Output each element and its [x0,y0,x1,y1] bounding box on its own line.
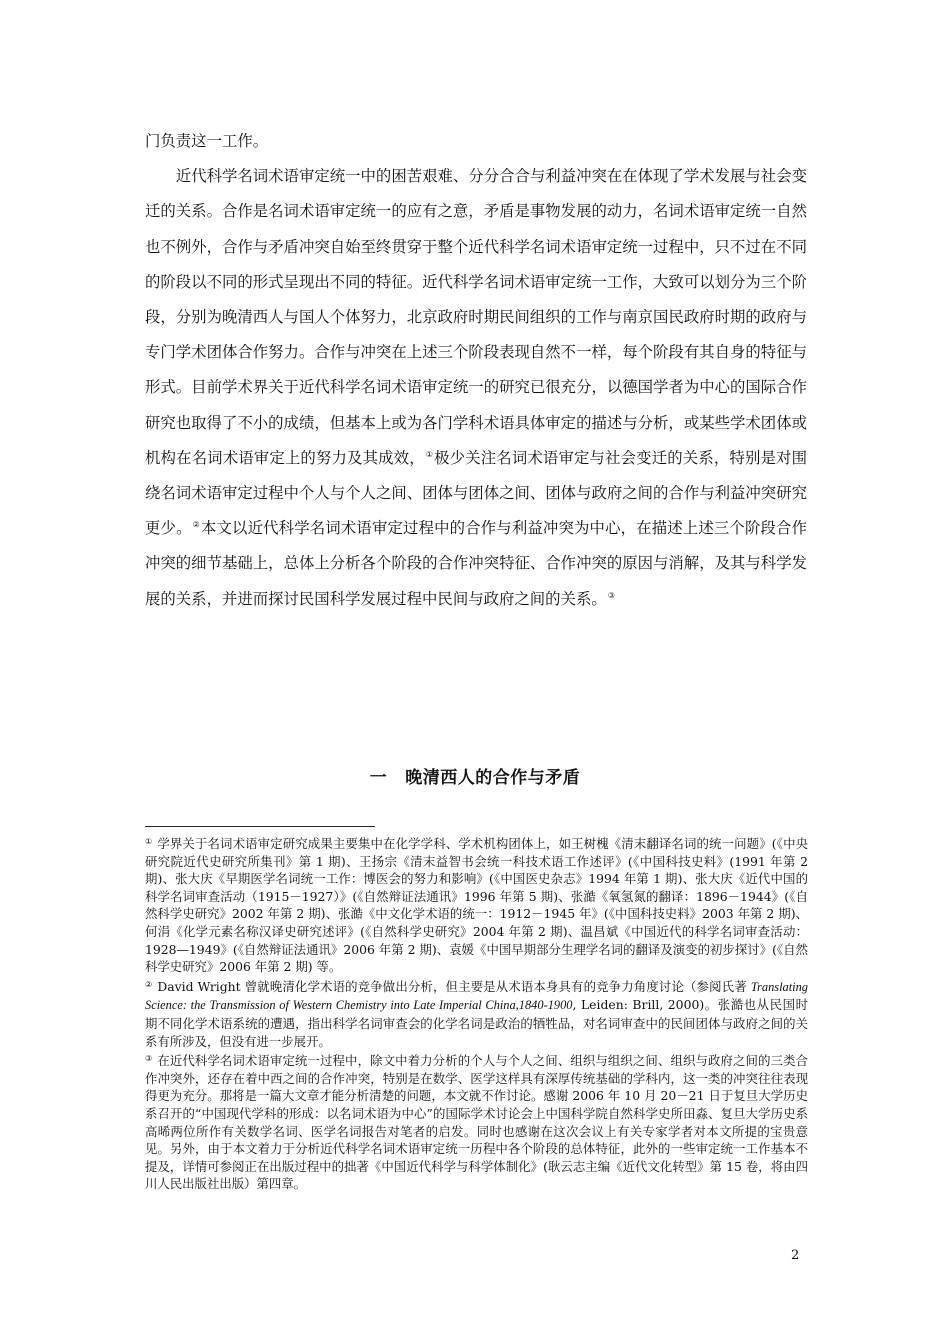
footnote-mark-3: ③ [145,1054,153,1064]
main-paragraph [145,159,807,617]
footnote-3 [145,1050,808,1193]
footnote-2-text-after: , Leiden: Brill, 2000)。张澔也从民国时期不同化学术语系统的遭遇，指出科学名词审查会的化学名词是政治的牺牲品，对名词审查中的民间团体与政府之间的关系有所涉及，但没有进一步展开。 [145,997,809,1049]
footnote-2-text-before: David Wright 曾就晚清化学术语的竞争做出分析，但主要是从术语本身具有的竞争力角度讨论（参阅氏著 [157,978,751,994]
footnote-ref-2[interactable]: ② [192,520,200,530]
body-text [145,124,807,617]
section-heading [0,763,950,788]
section-number: 一 [369,768,388,788]
continuation-line: 门负责这一工作。 [145,132,269,150]
footnote-3-text: 在近代科学名词术语审定统一过程中，除文中着力分析的个人与个人之间、组织与组织之间、组织与政府之间的三类合作冲突外，还存在着中西之间的合作冲突，特别是在数学、医学这样具有深厚传统基础的学科内，这一类的冲突往往表现得更为充分。那将是一篇大文章才能分析清楚的问题，本文就不作讨论。感谢 2006 年 10 月 20－21 日于复旦大学历史系召开的“中国现代学科的形成：以名词术语为中心”的国际学术讨论会上中国科学院自然科学史所田淼、复旦大学历史系高晞两位所作有关数学名词、医学名词报告对笔者的启发。同时也感谢在这次会议上有关专家学者对本文所提的宝贵意见。另外，由于本文着力于分析近代科学名词术语审定统一历程中各个阶段的总体特征，此外的一些审定统一工作基本不提及，详情可参阅正在出版过程中的拙著《中国近代科学与科学体制化》(耿云志主编《近代文化转型》第 15 卷，将由四川人民出版社出版）第四章。 [145,1053,809,1192]
paragraph-text-part1: 近代科学名词术语审定统一中的困苦艰难、分分合合与利益冲突在在体现了学术发展与社会变迁的关系。合作是名词术语审定统一的应有之意，矛盾是事物发展的动力，名词术语审定统一自然也不例外，合作与矛盾冲突自始至终贯穿于整个近代科学名词术语审定统一过程中，只不过在不同的阶段以不同的形式呈现出不同的特征。近代科学名词术语审定统一工作，大致可以划分为三个阶段，分别为晚清西人与国人个体努力，北京政府时期民间组织的工作与南京国民政府时期的政府与专门学术团体合作努力。合作与冲突在上述三个阶段表现自然不一样，每个阶段有其自身的特征与形式。目前学术界关于近代科学名词术语审定统一的研究已很充分，以德国学者为中心的国际合作研究也取得了不小的成绩，但基本上或为各门学科术语具体审定的描述与分析，或某些学术团体或机构在名词术语审定上的努力及其成效， [145,167,807,467]
paragraph-text-part3: 本文以近代科学名词术语审定过程中的合作与利益冲突为中心，在描述上述三个阶段合作冲突的细节基础上，总体上分析各个阶段的合作冲突特征、合作冲突的原因与消解，及其与科学发展的关系，并进而探讨民国科学发展过程中民间与政府之间的关系。 [145,519,807,608]
footnote-1-text: 学界关于名词术语审定研究成果主要集中在化学学科、学术机构团体上，如王树槐《清末翻译名词的统一问题》(《中央研究院近代史研究所集刊》第 1 期)、王扬宗《清末益智书会统一科技术语工作述评》(《中国科技史料》(1991 年第 2 期)、张大庆《早期医学名词统一工作：博医会的努力和影响》(《中国医史杂志》1994 年第 1 期)、张大庆《近代中国的科学名词审查活动（1915－1927）》(《自然辩证法通讯》1996 年第 5 期)、张澔《氧氢氮的翻译：1896－1944》(《自然科学史研究》2002 年第 2 期)、张澔《中文化学术语的统一：1912－1945 年》(《中国科技史料》2003 年第 2 期)、何涓《化学元素名称汉译史研究述评》(《自然科学史研究》2004 年第 2 期)、温昌斌《中国近代的科学名词审查活动：1928—1949》(《自然辩证法通讯》2006 年第 2 期)、袁媛《中国早期部分生理学名词的翻译及演变的初步探讨》(《自然科学史研究》2006 年第 2 期) 等。 [145,836,809,975]
footnote-ref-3[interactable]: ③ [607,590,615,600]
footnote-2 [145,976,808,1050]
footnote-mark-2: ② [145,979,153,989]
page-number: 2 [791,1248,800,1263]
footnote-1 [145,833,808,976]
section-title: 晚清西人的合作与矛盾 [405,768,581,788]
paragraph-text-part2: 极少关注名词术语审定与社会变迁的关系，特别是对围绕名词术语审定过程中个人与个人之间、团体与团体之间、团体与政府之间的合作与利益冲突研究更少。 [145,448,807,538]
footnote-mark-1: ① [145,837,153,846]
footnotes [145,833,808,1193]
footnote-2-book-title: Translating Science: the Transmission of Western Chemistry into Late Imperial China,1840-1900 [145,979,808,1013]
footnote-separator [145,826,375,827]
footnote-ref-1[interactable]: ① [425,449,434,459]
